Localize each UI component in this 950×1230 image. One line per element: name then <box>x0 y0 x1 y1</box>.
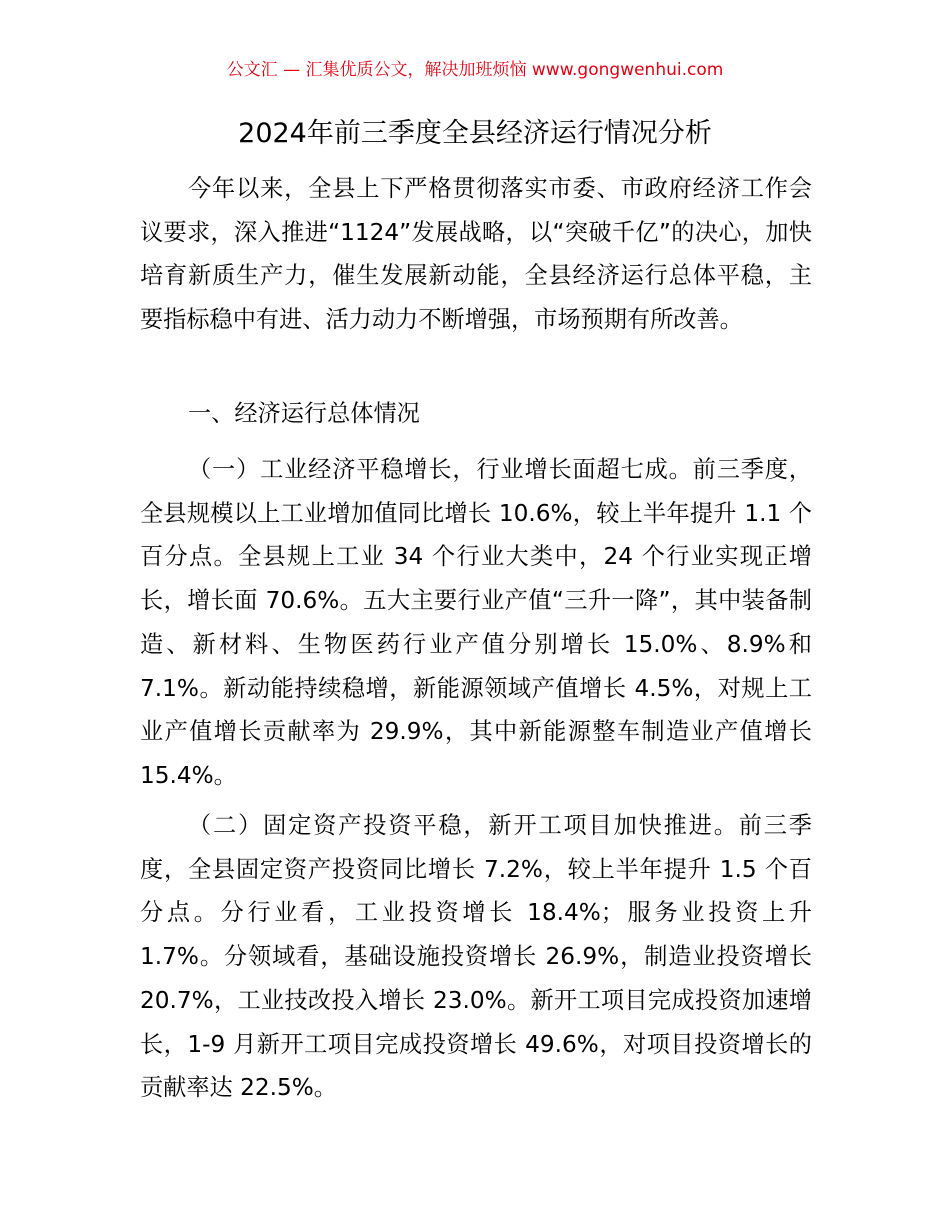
paragraph-industry: （一）工业经济平稳增长，行业增长面超七成。前三季度，全县规模以上工业增加值同比增长 10.6%，较上半年提升 1.1 个百分点。全县规上工业 34 个行业大类中，24 个行业实现正增长，增长面 70.6%。五大主要行业产值“三升一降”，其中装备制造、新材料、生物医药行业产值分别增长 15.0%、8.9%和 7.1%。新动能持续稳增，新能源领域产值增长 4.5%，对规上工业产值增长贡献率为 29.9%，其中新能源整车制造业产值增长 15.4%。 <box>140 456 812 789</box>
header-banner-link[interactable]: 公文汇 — 汇集优质公文，解决加班烦恼 www.gongwenhui.com <box>226 60 724 80</box>
document-title: 2024年前三季度全县经济运行情况分析 <box>238 118 712 149</box>
section-heading-overview: 一、经济运行总体情况 <box>188 400 420 427</box>
paragraph-intro: 今年以来，全县上下严格贯彻落实市委、市政府经济工作会议要求，深入推进“1124”发展战略，以“突破千亿”的决心，加快培育新质生产力，催生发展新动能，全县经济运行总体平稳，主要指标稳中有进、活力动力不断增强，市场预期有所改善。 <box>140 175 812 334</box>
paragraph-investment: （二）固定资产投资平稳，新开工项目加快推进。前三季度，全县固定资产投资同比增长 7.2%，较上半年提升 1.5 个百分点。分行业看，工业投资增长 18.4%；服务业投资上升 1.7%。分领域看，基础设施投资增长 26.9%，制造业投资增长 20.7%，工业技改投入增长 23.0%。新开工项目完成投资加速增长，1-9 月新开工项目完成投资增长 49.6%，对项目投资增长的贡献率达 22.5%。 <box>140 812 812 1102</box>
